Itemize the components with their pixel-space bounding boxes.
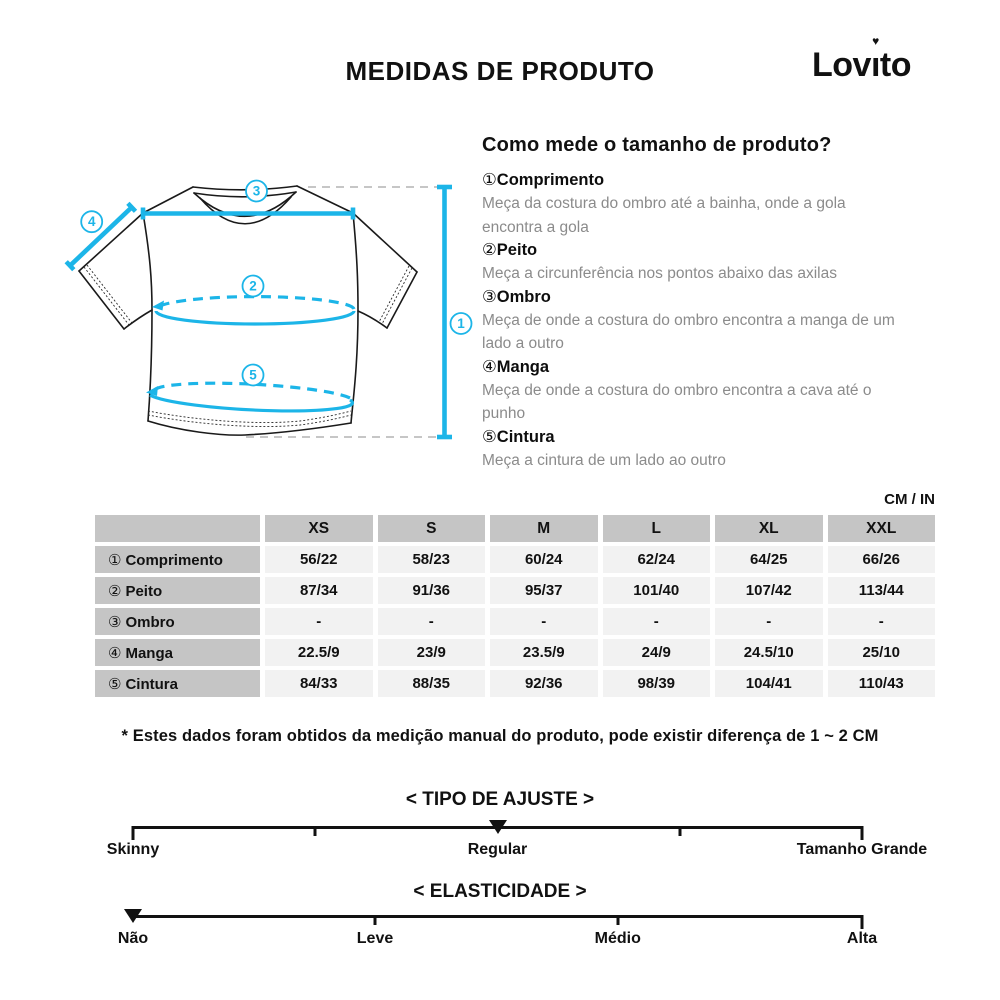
size-value: 110/43 [828, 670, 936, 697]
item-desc-line: encontra a gola [482, 218, 589, 236]
measure-line-sleeve [66, 203, 135, 269]
column-header-s: S [378, 515, 486, 542]
marker-circle-2 [243, 276, 264, 297]
item-desc-line: Meça a circunferência nos pontos abaixo das axilas [482, 265, 837, 282]
howto-heading: Como mede o tamanho de produto? [482, 134, 832, 156]
item-title: Ombro [496, 287, 551, 306]
column-header-m: M [490, 515, 598, 542]
size-value: - [828, 608, 936, 635]
howto-item [482, 286, 952, 356]
table-row [95, 577, 935, 604]
svg-text:1: 1 [457, 316, 465, 331]
size-value: 24/9 [603, 639, 711, 666]
column-header-xxl: XXL [828, 515, 936, 542]
fit-tick-threequarter [678, 826, 681, 836]
item-desc-line: Meça de onde a costura do ombro encontra a cava até o [482, 381, 872, 399]
column-header-xs: XS [265, 515, 373, 542]
measure-ellipse-waist [150, 383, 352, 411]
size-value: 23.5/9 [490, 639, 598, 666]
measure-ellipse-chest [156, 297, 354, 324]
elasticity-marker [124, 909, 142, 923]
elasticity-tick-leve [374, 915, 377, 925]
column-header-xl: XL [715, 515, 823, 542]
item-number: ② [482, 241, 497, 259]
size-value: 58/23 [378, 546, 486, 573]
elasticity-label-nao: Não [117, 930, 149, 947]
size-value: 87/34 [265, 577, 373, 604]
row-label: ① Comprimento [95, 546, 260, 573]
table-row [95, 639, 935, 666]
units-label: CM / IN [884, 491, 935, 508]
header-row [95, 515, 935, 542]
size-table [90, 511, 940, 701]
item-desc-line: Meça a cintura de um lado ao outro [482, 451, 726, 469]
fit-label-skinny: Skinny [106, 841, 160, 858]
size-value: 101/40 [603, 577, 711, 604]
item-number: ④ [482, 357, 497, 376]
elasticity-slider-track [133, 915, 862, 918]
size-value: 98/39 [603, 670, 711, 697]
size-value: 107/42 [715, 577, 823, 604]
fit-label-tamanho-grande: Tamanho Grande [796, 841, 928, 858]
size-value: 24.5/10 [715, 639, 823, 666]
fit-slider-title: < TIPO DE AJUSTE > [405, 789, 595, 810]
size-value: 60/24 [490, 546, 598, 573]
elasticity-slider-title: < ELASTICIDADE > [413, 881, 587, 902]
brand-text-post: to [879, 46, 911, 84]
size-value: - [603, 608, 711, 635]
howto-item [482, 239, 952, 286]
table-corner-cell [95, 515, 260, 542]
item-desc-line: lado a outro [482, 335, 564, 352]
fit-tick-end [861, 826, 864, 840]
fit-marker [489, 820, 507, 834]
size-value: 92/36 [490, 670, 598, 697]
size-value: 88/35 [378, 670, 486, 697]
row-label: ④ Manga [95, 639, 260, 666]
measure-line-length [437, 187, 452, 437]
item-number: ③ [482, 287, 497, 306]
size-value: - [378, 608, 486, 635]
item-title: Cintura [496, 427, 555, 446]
size-value: 62/24 [603, 546, 711, 573]
size-value: - [490, 608, 598, 635]
elasticity-tick-end [861, 915, 864, 929]
elasticity-tick-medio [616, 915, 619, 925]
howto-item [482, 169, 952, 239]
size-value: - [265, 608, 373, 635]
item-desc-line: Meça de onde a costura do ombro encontra a manga de um [482, 311, 895, 329]
fit-tick-start [132, 826, 135, 840]
size-value: 95/37 [490, 577, 598, 604]
elasticity-label-medio: Médio [594, 930, 641, 947]
heart-icon: ♥ [872, 34, 879, 48]
row-label: ⑤ Cintura [95, 670, 260, 697]
item-number: ① [482, 171, 497, 189]
fit-tick-quarter [314, 826, 317, 836]
howto-section [482, 134, 952, 472]
fit-label-regular: Regular [467, 841, 528, 858]
item-title: Peito [496, 241, 538, 259]
item-desc-line: punho [482, 405, 526, 422]
howto-item [482, 356, 952, 426]
brand-text-i: ı [870, 46, 880, 84]
item-number: ⑤ [482, 427, 497, 446]
marker-circle-1 [451, 313, 472, 334]
svg-text:4: 4 [87, 214, 96, 230]
size-value: 64/25 [715, 546, 823, 573]
size-value: 25/10 [828, 639, 936, 666]
svg-text:2: 2 [249, 278, 257, 294]
svg-text:3: 3 [252, 183, 261, 199]
row-label: ② Peito [95, 577, 260, 604]
page-title: MEDIDAS DE PRODUTO [345, 56, 655, 86]
table-row [95, 608, 935, 635]
size-value: - [715, 608, 823, 635]
extent-dashed-lines [246, 187, 437, 437]
marker-circle-3 [246, 181, 267, 202]
fit-slider-track [133, 826, 862, 829]
elasticity-label-alta: Alta [846, 930, 878, 947]
marker-circle-4 [81, 211, 102, 232]
measurement-disclaimer: * Estes dados foram obtidos da medição manual do produto, pode existir diferença de 1 ~ 2 CM [121, 727, 879, 745]
table-row [95, 670, 935, 697]
marker-circle-5 [243, 365, 264, 386]
size-value: 22.5/9 [265, 639, 373, 666]
tshirt-outline [79, 183, 417, 435]
brand-text-pre: Lov [812, 46, 871, 84]
item-title: Comprimento [496, 171, 605, 189]
svg-text:5: 5 [249, 367, 257, 383]
item-desc-line: Meça da costura do ombro até a bainha, onde a gola [482, 195, 846, 212]
size-value: 56/22 [265, 546, 373, 573]
item-title: Manga [496, 357, 550, 376]
tshirt-measurement-diagram [60, 160, 480, 470]
howto-item [482, 426, 952, 473]
measure-line-shoulder [143, 208, 353, 220]
size-value: 113/44 [828, 577, 936, 604]
column-header-l: L [603, 515, 711, 542]
row-label: ③ Ombro [95, 608, 260, 635]
brand-logo [812, 34, 911, 85]
elasticity-label-leve: Leve [356, 930, 394, 947]
size-value: 91/36 [378, 577, 486, 604]
size-value: 104/41 [715, 670, 823, 697]
size-value: 23/9 [378, 639, 486, 666]
size-value: 84/33 [265, 670, 373, 697]
size-value: 66/26 [828, 546, 936, 573]
table-row [95, 546, 935, 573]
